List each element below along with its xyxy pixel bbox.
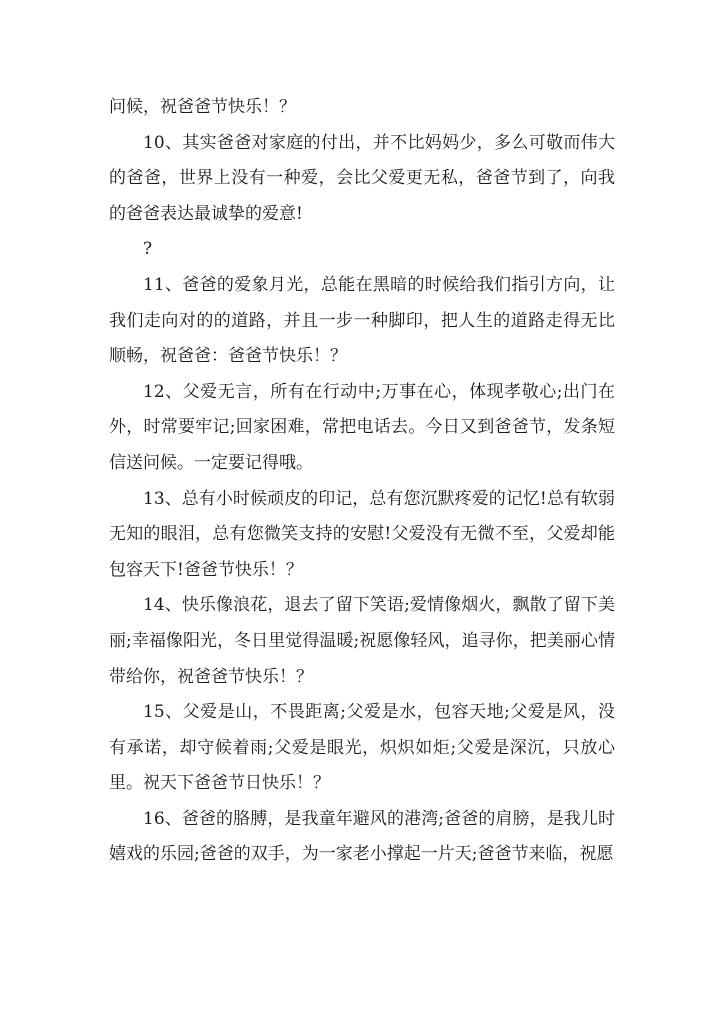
separator-question-mark: ?	[143, 239, 153, 260]
paragraph-16: 16、爸爸的胳膊，是我童年避风的港湾;爸爸的肩膀，是我儿时嬉戏的乐园;爸爸的双手，为一家老小撑起一片天;爸爸节来临，祝愿	[109, 808, 615, 865]
paragraph-12: 12、父爱无言，所有在行动中;万事在心，体现孝敬心;出门在外，时常要牢记;回家困难，常把电话去。今日又到爸爸节，发条短信送问候。一定要记得哦。	[109, 381, 615, 473]
paragraph-14: 14、快乐像浪花，退去了留下笑语;爱情像烟火，飘散了留下美丽;幸福像阳光，冬日里觉得温暖;祝愿像轻风，追寻你，把美丽心情带给你，祝爸爸节快乐！？	[109, 595, 615, 687]
paragraph-13: 13、总有小时候顽皮的印记，总有您沉默疼爱的记忆!总有软弱无知的眼泪，总有您微笑支持的安慰!父爱没有无微不至，父爱却能包容天下!爸爸节快乐！？	[109, 488, 615, 580]
body-text	[109, 90, 615, 873]
paragraph-11: 11、爸爸的爱象月光，总能在黑暗的时候给我们指引方向，让我们走向对的的道路，并且一步一种脚印，把人生的道路走得无比顺畅，祝爸爸：爸爸节快乐！？	[109, 274, 615, 367]
paragraph-10: 10、其实爸爸对家庭的付出，并不比妈妈少，多么可敬而伟大的爸爸，世界上没有一种爱，会比父爱更无私，爸爸节到了，向我的爸爸表达最诚挚的爱意!	[109, 132, 615, 224]
paragraph-15: 15、父爱是山，不畏距离;父爱是水，包容天地;父爱是风，没有承诺，却守候着雨;父爱是眼光，炽炽如炬;父爱是深沉，只放心里。祝天下爸爸节日快乐！？	[109, 702, 615, 794]
paragraph-9-tail: 问候，祝爸爸节快乐！？	[109, 97, 296, 117]
